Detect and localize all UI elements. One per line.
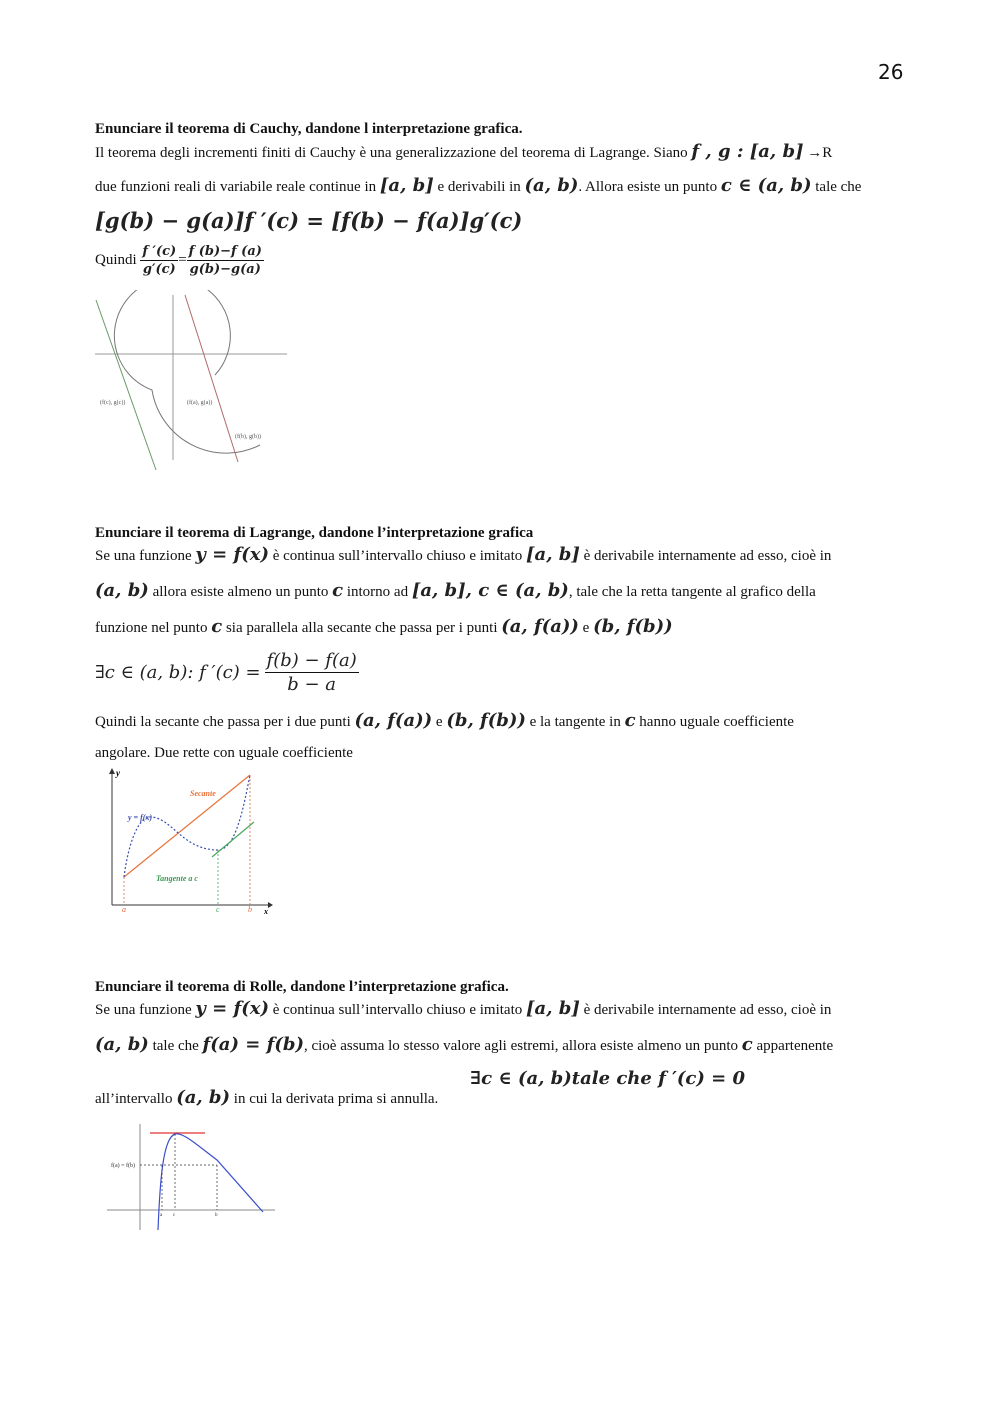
rolle-text: all’intervallo — [95, 1091, 173, 1107]
fraction-increments — [187, 244, 264, 277]
formula-fraction — [265, 650, 359, 695]
rolle-math: (a, b) — [95, 1034, 149, 1055]
tick-label-c: c — [173, 1213, 176, 1218]
function-label: y = f(x) — [128, 813, 153, 822]
rolle-math: [a, b] — [526, 998, 580, 1019]
cauchy-arrow: →R — [807, 145, 833, 161]
rolle-math: (a, b) — [176, 1087, 231, 1108]
tangente-label: Tangente a c — [156, 874, 198, 883]
secante-label: Secante — [190, 789, 216, 798]
lagrange-text: Se una funzione — [95, 548, 192, 564]
fraction-derivatives — [140, 244, 178, 277]
cauchy-quotient — [95, 244, 264, 277]
lagrange-text: e — [582, 620, 590, 636]
lagrange-math: [a, b], c ∈ (a, b) — [411, 580, 569, 601]
cauchy-line-2 — [95, 175, 861, 196]
lagrange-line-4 — [95, 710, 794, 731]
fraction-denominator: g(b)−g(a) — [189, 262, 261, 277]
cauchy-formula: [g(b) − g(a)]f ′(c) = [f(b) − f(a)]g′(c) — [95, 208, 523, 233]
cauchy-math-fg: f , g : [a, b] — [691, 141, 804, 162]
fraction-denominator: g′(c) — [142, 262, 176, 277]
tangent-line — [212, 822, 254, 857]
formula-lhs: ∃c ∈ (a, b): f ′(c) = — [95, 662, 261, 683]
lagrange-text: intorno ad — [346, 584, 409, 600]
rolle-formula: ∃c ∈ (a, b)tale che f ′(c) = 0 — [470, 1068, 745, 1089]
cauchy-math: [a, b] — [379, 175, 434, 196]
rolle-math: y = f(x) — [195, 998, 269, 1019]
lagrange-text: sia parallela alla secante che passa per i punti — [225, 620, 498, 636]
lagrange-text: , tale che la retta tangente al grafico della — [568, 584, 816, 600]
cauchy-text: due funzioni reali di variabile reale continue in — [95, 179, 377, 195]
tick-label-c: c — [216, 905, 220, 914]
tangent-line — [96, 300, 156, 470]
lagrange-math: (b, f(b)) — [593, 616, 673, 637]
rolle-text: in cui la derivata prima si annulla. — [233, 1091, 439, 1107]
cauchy-text: Il teorema degli incrementi finiti di Cauchy è una generalizzazione del teorema di Lagrange. Siano — [95, 145, 688, 161]
tick-label-a: a — [160, 1213, 163, 1218]
rolle-heading: Enunciare il teorema di Rolle, dandone l’interpretazione grafica. — [95, 979, 509, 995]
fa-fb-label: f(a) = f(b) — [111, 1163, 136, 1169]
lagrange-math: (a, b) — [95, 580, 149, 601]
rolle-text: appartenente — [756, 1038, 834, 1054]
lagrange-line-1 — [95, 544, 831, 565]
lagrange-math: y = f(x) — [195, 544, 269, 565]
lagrange-text: allora esiste almeno un punto — [152, 584, 329, 600]
x-axis-arrow-icon — [268, 902, 273, 908]
rolle-text: , cioè assuma lo stesso valore agli estremi, allora esiste almeno un punto — [303, 1038, 739, 1054]
rolle-text: è derivabile internamente ad esso, cioè in — [583, 1002, 832, 1018]
y-axis-label: y — [116, 768, 120, 778]
cauchy-math: c ∈ (a, b) — [720, 175, 812, 196]
lagrange-figure — [100, 765, 275, 915]
lagrange-math: c — [211, 616, 223, 637]
x-axis-label: x — [264, 907, 268, 915]
lagrange-math: [a, b] — [526, 544, 580, 565]
page-number: 26 — [878, 60, 904, 84]
cauchy-text: . Allora esiste un punto — [578, 179, 718, 195]
fraction-numerator: f ′(c) — [142, 244, 177, 259]
lagrange-heading: Enunciare il teorema di Lagrange, dandone l’interpretazione grafica — [95, 525, 534, 541]
rolle-text: è continua sull’intervallo chiuso e imitato — [272, 1002, 523, 1018]
cauchy-line-1 — [95, 141, 832, 162]
lagrange-math: c — [332, 580, 344, 601]
secant-line — [124, 775, 250, 877]
lagrange-formula — [95, 650, 359, 695]
lagrange-text: funzione nel punto — [95, 620, 208, 636]
lagrange-line-3 — [95, 616, 673, 637]
rolle-line-2 — [95, 1034, 833, 1055]
equals-sign: = — [178, 251, 187, 268]
parametric-curve — [114, 290, 260, 453]
fraction-denominator: b − a — [287, 674, 337, 695]
rolle-line-3 — [95, 1087, 438, 1108]
point-label-a: (f(a), g(a)) — [187, 400, 213, 406]
y-axis-arrow-icon — [109, 768, 115, 774]
lagrange-text: e la tangente in — [529, 714, 621, 730]
tick-label-a: a — [122, 905, 126, 914]
lagrange-text: Quindi la secante che passa per i due punti — [95, 714, 351, 730]
fraction-numerator: f (b)−f (a) — [188, 244, 262, 259]
rolle-figure — [105, 1120, 280, 1235]
cauchy-text: tale che — [815, 179, 862, 195]
lagrange-math: (b, f(b)) — [446, 710, 526, 731]
lagrange-line-5: angolare. Due rette con uguale coefficiente — [95, 745, 353, 761]
rolle-math: f(a) = f(b) — [202, 1034, 304, 1055]
lagrange-math: (a, f(a)) — [501, 616, 579, 637]
fraction-numerator: f(b) − f(a) — [266, 650, 357, 671]
quindi-label: Quindi — [95, 251, 137, 268]
point-label-b: (f(b), g(b)) — [235, 434, 261, 440]
lagrange-text: hanno uguale coefficiente — [639, 714, 794, 730]
lagrange-text: e — [435, 714, 443, 730]
lagrange-text: è continua sull’intervallo chiuso e imitato — [272, 548, 523, 564]
tick-label-b: b — [215, 1213, 218, 1218]
rolle-math: c — [741, 1034, 753, 1055]
rolle-text: tale che — [152, 1038, 199, 1054]
lagrange-math: (a, f(a)) — [354, 710, 433, 731]
cauchy-math: (a, b) — [524, 175, 579, 196]
rolle-line-1 — [95, 998, 831, 1019]
secant-line — [185, 295, 238, 462]
point-label-c: (f(c), g(c)) — [100, 400, 126, 406]
cauchy-text: e derivabili in — [437, 179, 521, 195]
cauchy-figure — [92, 290, 292, 475]
tick-label-b: b — [248, 905, 252, 914]
cauchy-heading: Enunciare il teorema di Cauchy, dandone l interpretazione grafica. — [95, 121, 523, 137]
lagrange-math: c — [624, 710, 636, 731]
lagrange-line-2 — [95, 580, 816, 601]
rolle-text: Se una funzione — [95, 1002, 192, 1018]
lagrange-text: è derivabile internamente ad esso, cioè in — [583, 548, 832, 564]
